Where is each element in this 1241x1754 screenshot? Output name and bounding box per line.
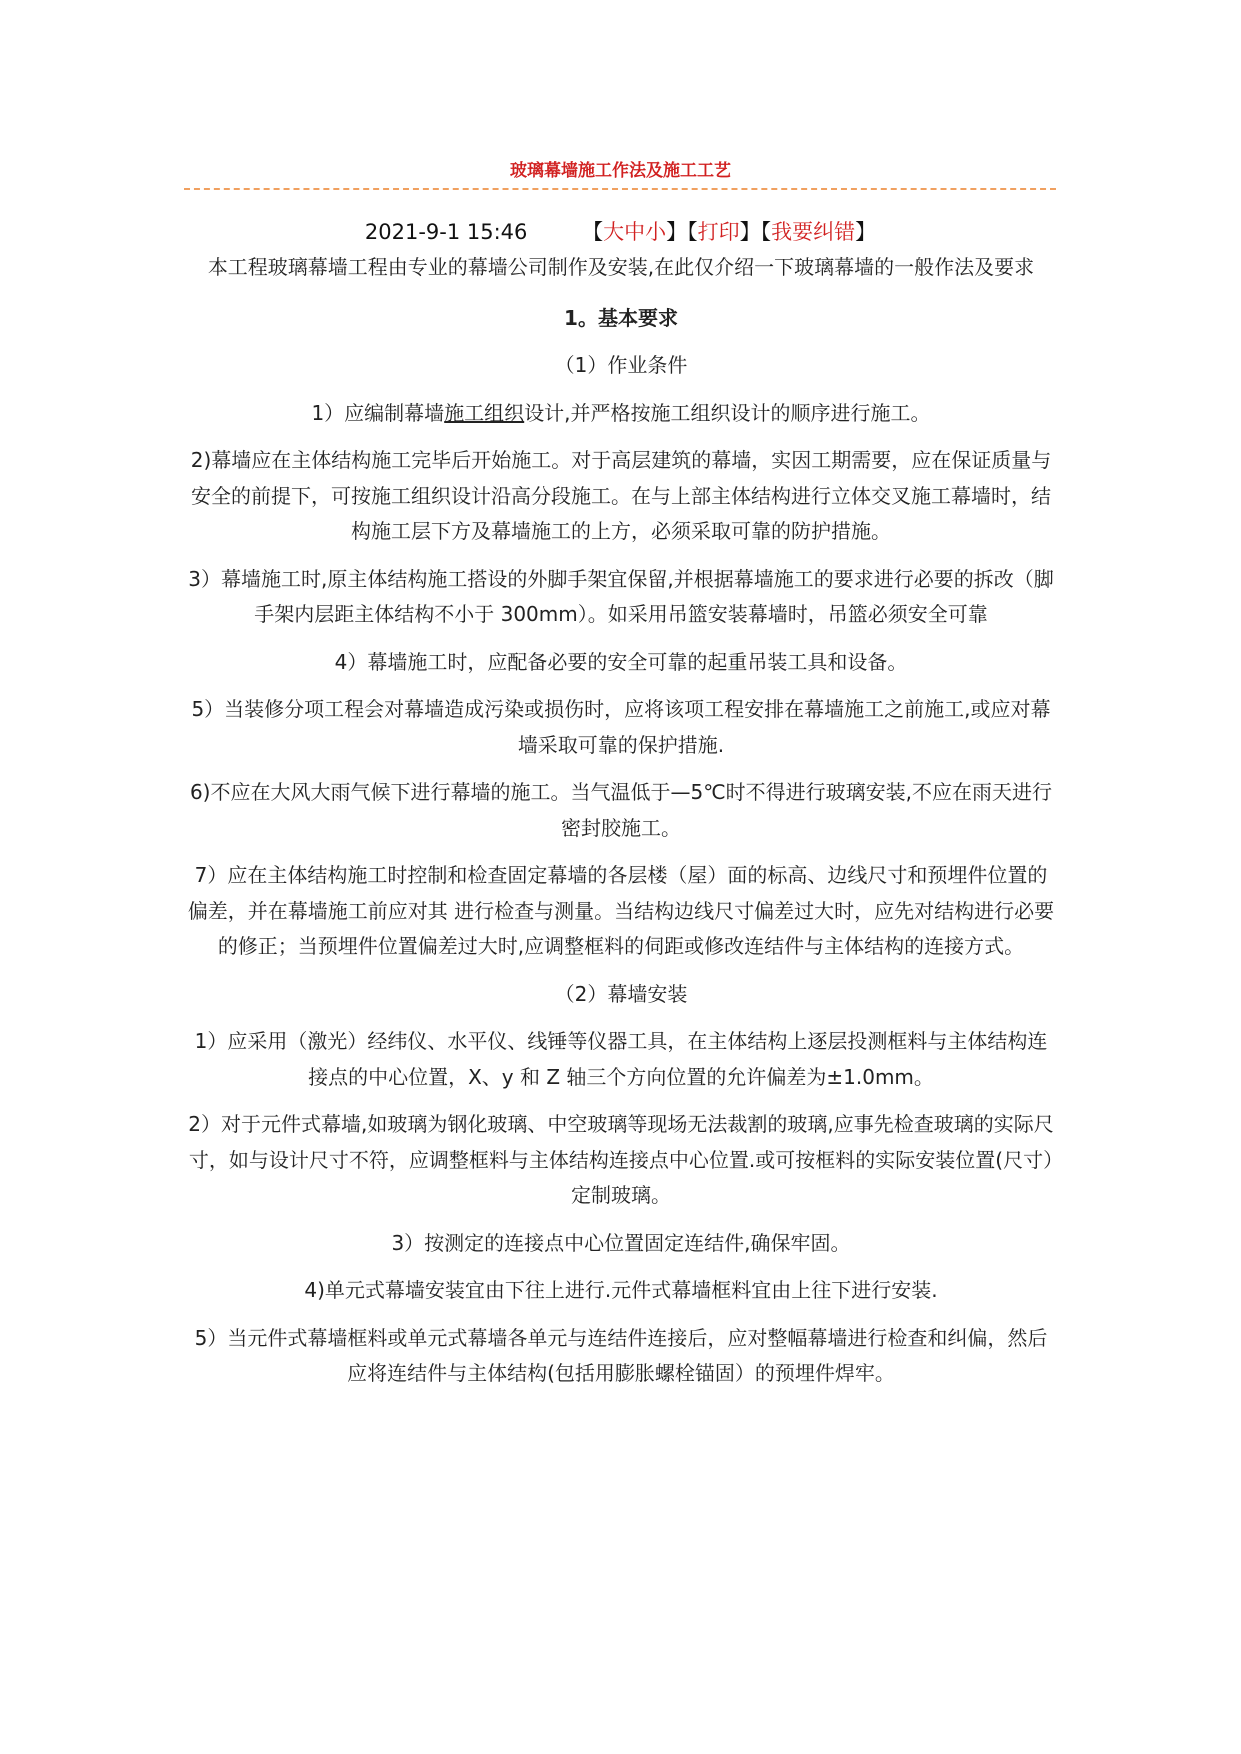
paragraph-1-7: 7）应在主体结构施工时控制和检查固定幕墙的各层楼（屋）面的标高、边线尺寸和预埋件位置的偏差，并在幕墙施工前应对其 进行检查与测量。当结构边线尺寸偏差过大时，应先对结构进行必要的修正；当预埋件位置偏差过大时,应调整框料的伺距或修改连结件与主体结构的连接方式。 <box>187 863 1055 958</box>
article-title: 玻璃幕墙施工作法及施工工艺 <box>510 161 731 181</box>
subsection-heading: （1）作业条件 <box>554 353 688 377</box>
article-meta <box>0 218 1241 246</box>
title-divider <box>184 188 1056 190</box>
paragraph-1-3: 3）幕墙施工时,原主体结构施工搭设的外脚手架宜保留,并根据幕墙施工的要求进行必要的拆改（脚手架内层距主体结构不小于 300mm）。如采用吊篮安装幕墙时，吊篮必须安全可靠 <box>188 566 1054 626</box>
section-heading: 1。基本要求 <box>564 305 678 330</box>
paragraph-2-5: 5）当元件式幕墙框料或单元式幕墙各单元与连结件连接后，应对整幅幕墙进行检查和纠偏，然后应将连结件与主体结构(包括用膨胀螺栓锚固）的预埋件焊牢。 <box>194 1325 1048 1385</box>
intro-paragraph: 本工程玻璃幕墙工程由专业的幕墙公司制作及安装,在此仅介绍一下玻璃幕墙的一般作法及要求 <box>207 255 1035 279</box>
paragraph-text: 设计,并严格按施工组织设计的顺序进行施工。 <box>524 400 931 425</box>
underlined-term: 施工组织 <box>444 400 525 425</box>
paragraph-2-1: 1）应采用（激光）经纬仪、水平仪、线锤等仪器工具，在主体结构上逐层投测框料与主体结构连接点的中心位置，X、y 和 Z 轴三个方向位置的允许偏差为±1.0mm。 <box>194 1029 1048 1089</box>
publish-date: 2021-9-1 15:46 <box>364 220 528 244</box>
article-body <box>186 250 1056 1392</box>
subsection-heading: （2）幕墙安装 <box>554 981 688 1006</box>
bracket-open: 【 <box>582 220 604 244</box>
bracket-open: 【 <box>760 220 772 244</box>
font-size-link[interactable]: 大中小 <box>603 220 667 244</box>
bracket-close: 】 <box>739 220 761 244</box>
paragraph-1-1 <box>186 396 1056 432</box>
print-link[interactable]: 打印 <box>697 220 740 244</box>
paragraph-1-5: 5）当装修分项工程会对幕墙造成污染或损伤时，应将该项工程安排在幕墙施工之前施工,或应对幕墙采取可靠的保护措施. <box>191 697 1051 757</box>
paragraph-1-4: 4）幕墙施工时，应配备必要的安全可靠的起重吊装工具和设备。 <box>334 649 908 674</box>
bracket-close: 】 <box>666 220 688 244</box>
paragraph-2-3: 3）按测定的连接点中心位置固定连结件,确保牢固。 <box>391 1230 851 1255</box>
paragraph-1-6: 6)不应在大风大雨气候下进行幕墙的施工。当气温低于—5℃时不得进行玻璃安装,不应在雨天进行密封胶施工。 <box>189 780 1053 840</box>
bracket-close: 】 <box>855 220 877 244</box>
paragraph-text: 1）应编制幕墙 <box>311 400 445 425</box>
bracket-open: 【 <box>687 220 698 244</box>
report-error-link[interactable]: 我要纠错 <box>771 220 856 244</box>
paragraph-2-4: 4)单元式幕墙安装宜由下往上进行.元件式幕墙框料宜由上往下进行安装. <box>304 1278 938 1302</box>
paragraph-2-2: 2）对于元件式幕墙,如玻璃为钢化玻璃、中空玻璃等现场无法裁割的玻璃,应事先检查玻璃的实际尺寸，如与设计尺寸不符，应调整框料与主体结构连接点中心位置.或可按框料的实际安装位置(尺寸）定制玻璃。 <box>188 1112 1054 1207</box>
paragraph-1-2: 2)幕墙应在主体结构施工完毕后开始施工。对于高层建筑的幕墙，实因工期需要，应在保证质量与安全的前提下，可按施工组织设计沿高分段施工。在与上部主体结构进行立体交叉施工幕墙时，结构施工层下方及幕墙施工的上方，必须采取可靠的防护措施。 <box>190 448 1052 543</box>
